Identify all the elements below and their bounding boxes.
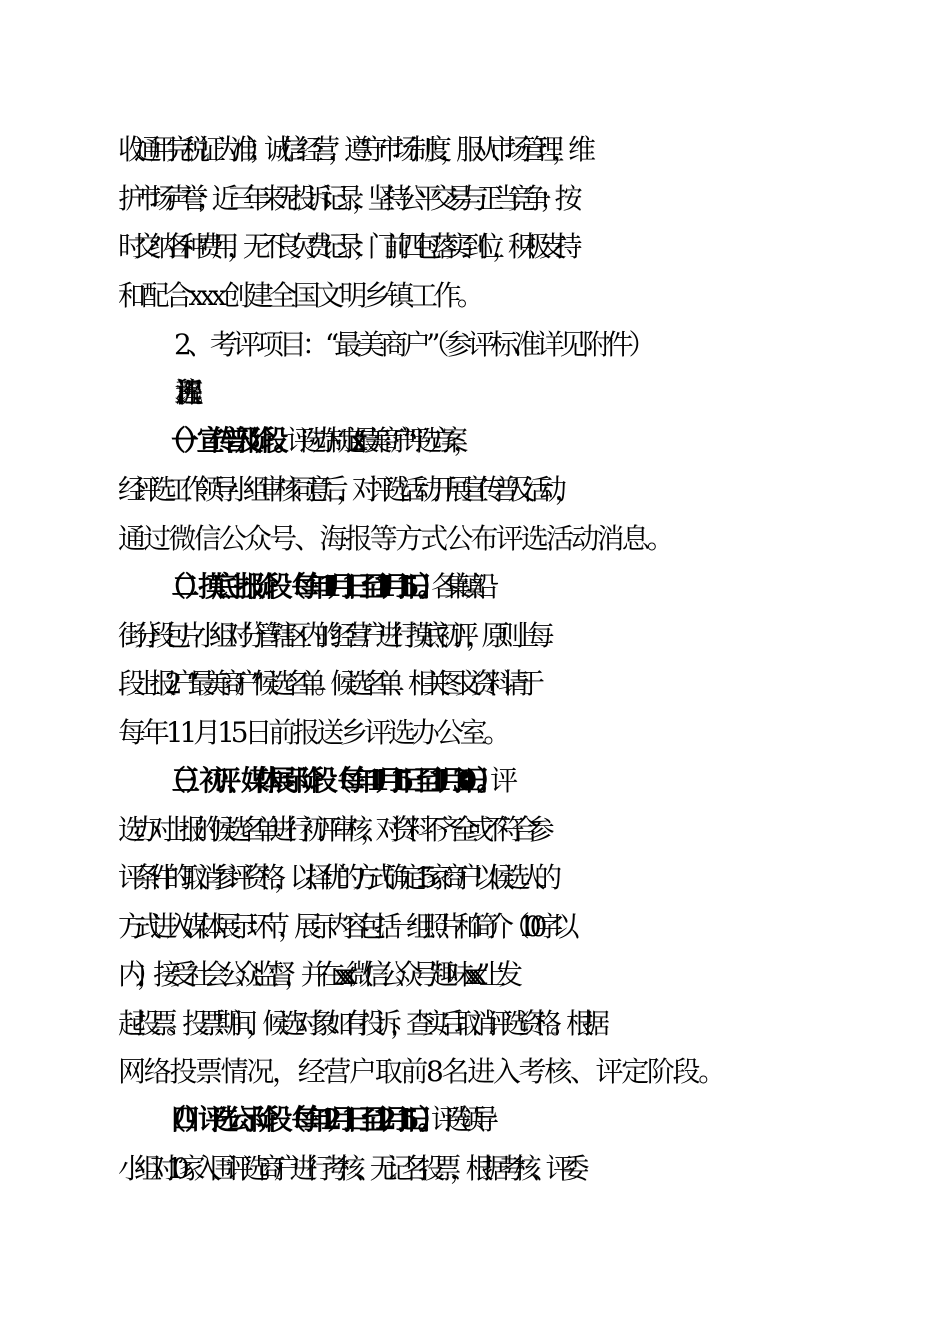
body-text: 2、考评项目：“最美商户”（参评标准详见附件）: [174, 328, 652, 361]
body-text: 评条件的取消参评资格，以择优的方式确定15家商户以候选人的: [118, 861, 550, 894]
body-text: 时交纳各种费用，无不良欠费记录；门前四包落实到位，积极支持: [118, 230, 571, 263]
body-text: 三、评选流程: [174, 376, 176, 409]
text-line: [118, 810, 950, 850]
body-text: 起投票。投票期间，候选对象如有投诉，查实后取消评选资格。根据: [118, 1007, 599, 1040]
text-line: [118, 130, 950, 170]
body-text: 各集镇沿: [430, 570, 485, 603]
body-text: 评选办制定xxx“最美商户”评选方案，: [286, 424, 467, 457]
bold-heading-text: （三）初评、媒体展示阶段（每年11月15日至11月30日）。: [158, 764, 491, 797]
body-text: 内），接受社会公众监督，并在xxx微信公众号“趣味xxx”上发: [118, 958, 512, 991]
body-text: 通过微信公众号、海报等方式公布评选活动消息。: [118, 522, 672, 555]
bold-heading-text: （二）摸底上报阶段（每年11月1日至11月15日）。: [158, 570, 431, 603]
text-line: [118, 1052, 950, 1092]
text-line: [118, 955, 950, 995]
text-line: [118, 907, 950, 947]
body-text: 评: [490, 764, 504, 797]
text-line: [118, 713, 950, 753]
text-line: [118, 519, 950, 559]
body-text: 小组对10家入围评选商户进行考核、无记名投票，根据考核、评委: [118, 1152, 578, 1185]
bold-heading-text: （一）宣传普及阶段。: [158, 424, 287, 457]
text-line: [118, 858, 950, 898]
text-line: [118, 616, 950, 656]
text-line: [118, 179, 950, 219]
text-line: [158, 1100, 950, 1140]
body-text: 每年11月15日前报送乡评选办公室。: [118, 716, 508, 749]
text-line: [118, 470, 950, 510]
text-line: [174, 325, 950, 365]
section-heading: [174, 373, 950, 413]
text-line: [118, 227, 950, 267]
body-text: 街分段包片小组对分管辖区内的经营户进行摸底初评，原则上每: [118, 619, 542, 652]
body-text: 网络投票情况，经营户取前8名进入考核、评定阶段。: [118, 1055, 724, 1088]
text-line: [158, 761, 950, 801]
body-text: 选办对上报的候选名单进行初评审核，对资料不齐全或不符合参: [118, 813, 542, 846]
text-line: [158, 567, 950, 607]
body-text: 方式进入媒体展示环节，展示内容包括一组照片和简介（100字以: [118, 910, 568, 943]
body-text: 段上报2户“最美商户”候选名单。候选名单、相关图文资料请于: [118, 667, 533, 700]
text-line: [118, 664, 950, 704]
body-text: 收通用完税证为准）；诚信经营，遵守市场制度，服从市场管理，维: [118, 133, 585, 166]
text-line: [118, 276, 950, 316]
text-line: [158, 421, 950, 461]
body-text: 经评选工作领导小组审核同意后，对评选活动开展宣传普及活动，: [118, 473, 571, 506]
body-text: 护市场声誉；近三年来无投诉记录，坚持公平交易与正当竞争；按: [118, 182, 571, 215]
text-line: [118, 1004, 950, 1044]
body-text: 和配合xxx创建全国文明乡镇工作。: [118, 279, 481, 312]
body-text: 评选领导: [430, 1103, 485, 1136]
bold-heading-text: （四）评选公示阶段（每年12月1日至12月15日）。: [158, 1103, 431, 1136]
text-line: [118, 1149, 950, 1189]
